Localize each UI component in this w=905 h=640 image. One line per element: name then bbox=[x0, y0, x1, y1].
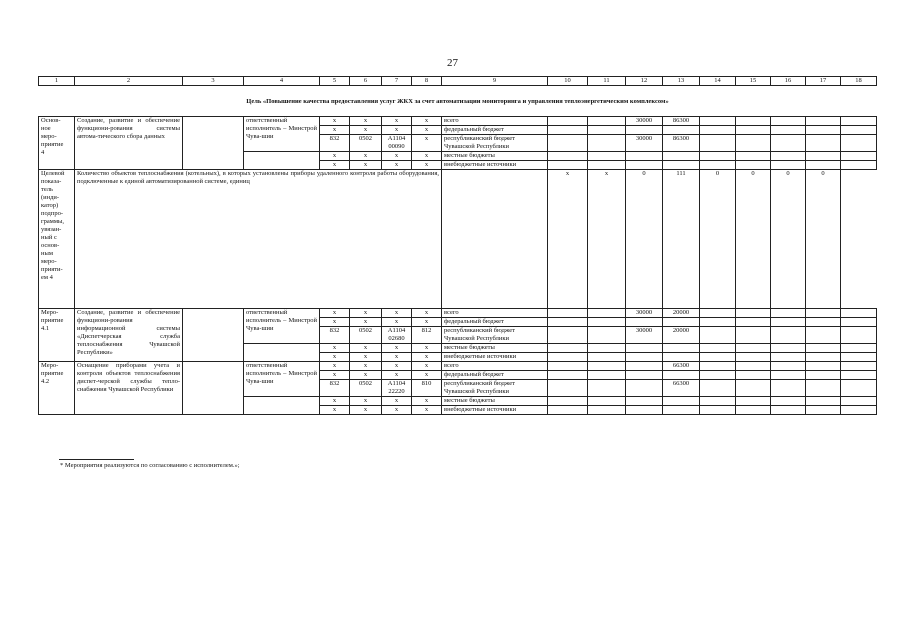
column-number: 13 bbox=[663, 77, 700, 86]
year-value bbox=[663, 318, 700, 327]
year-value bbox=[806, 371, 841, 380]
year-value bbox=[771, 344, 806, 353]
budget-code: 0502 bbox=[350, 380, 382, 397]
year-value bbox=[771, 117, 806, 126]
year-value bbox=[841, 135, 877, 152]
year-value bbox=[663, 397, 700, 406]
year-value bbox=[588, 135, 626, 152]
budget-code: 0502 bbox=[350, 135, 382, 152]
year-value bbox=[736, 362, 771, 371]
budget-code: 812 bbox=[412, 327, 442, 344]
year-value bbox=[548, 309, 588, 318]
year-value bbox=[588, 318, 626, 327]
year-value bbox=[736, 161, 771, 170]
indicator-value: 0 bbox=[626, 170, 663, 309]
year-value bbox=[700, 152, 736, 161]
column-number: 3 bbox=[183, 77, 244, 86]
indicator-value: x bbox=[548, 170, 588, 309]
budget-code: x bbox=[350, 318, 382, 327]
table-row bbox=[39, 362, 877, 371]
year-value bbox=[736, 318, 771, 327]
year-value bbox=[841, 161, 877, 170]
year-value bbox=[548, 380, 588, 397]
year-value bbox=[548, 362, 588, 371]
year-value bbox=[736, 380, 771, 397]
year-value bbox=[806, 344, 841, 353]
year-value bbox=[588, 117, 626, 126]
column-number: 17 bbox=[806, 77, 841, 86]
year-value bbox=[736, 135, 771, 152]
year-value bbox=[663, 371, 700, 380]
indicator-row bbox=[39, 170, 877, 309]
indicator-value: 0 bbox=[736, 170, 771, 309]
indicator-value: 0 bbox=[700, 170, 736, 309]
funding-source: федеральный бюджет bbox=[442, 126, 548, 135]
year-value bbox=[626, 318, 663, 327]
year-value: 30000 bbox=[626, 309, 663, 318]
year-value bbox=[806, 327, 841, 344]
funding-source: местные бюджеты bbox=[442, 344, 548, 353]
activity-name: Оснащение приборами учета и контроля объектов теплоснабжения диспет-черской службы тепло-снабжения Чувашской Республики bbox=[75, 362, 183, 415]
executor: ответственный исполнитель – Минстрой Чува-шии bbox=[244, 309, 320, 344]
year-value bbox=[548, 397, 588, 406]
year-value bbox=[700, 117, 736, 126]
year-value bbox=[806, 135, 841, 152]
year-value bbox=[841, 353, 877, 362]
year-value bbox=[771, 126, 806, 135]
budget-code: x bbox=[382, 397, 412, 406]
budget-code: x bbox=[350, 344, 382, 353]
year-value bbox=[700, 161, 736, 170]
budget-code: 832 bbox=[320, 380, 350, 397]
year-value bbox=[700, 135, 736, 152]
budget-code: x bbox=[412, 344, 442, 353]
column-number: 18 bbox=[841, 77, 877, 86]
budget-code: x bbox=[320, 353, 350, 362]
year-value bbox=[663, 152, 700, 161]
year-value bbox=[548, 344, 588, 353]
year-value bbox=[771, 318, 806, 327]
column-number: 9 bbox=[442, 77, 548, 86]
budget-code: x bbox=[350, 309, 382, 318]
column-number: 7 bbox=[382, 77, 412, 86]
column-number: 12 bbox=[626, 77, 663, 86]
budget-code: x bbox=[382, 152, 412, 161]
footnote-divider bbox=[59, 459, 134, 460]
executor: ответственный исполнитель – Минстрой Чува-шии bbox=[244, 117, 320, 152]
year-value bbox=[626, 344, 663, 353]
year-value bbox=[806, 353, 841, 362]
budget-code: x bbox=[350, 126, 382, 135]
year-value bbox=[736, 353, 771, 362]
funding-source: республиканский бюджет Чувашской Республики bbox=[442, 135, 548, 152]
budget-code: x bbox=[320, 152, 350, 161]
year-value bbox=[700, 126, 736, 135]
year-value bbox=[841, 397, 877, 406]
column-number: 2 bbox=[75, 77, 183, 86]
year-value bbox=[588, 353, 626, 362]
budget-code: x bbox=[382, 371, 412, 380]
year-value bbox=[736, 309, 771, 318]
executor: ответственный исполнитель – Минстрой Чува-шии bbox=[244, 362, 320, 397]
funding-source: республиканский бюджет Чувашской Республики bbox=[442, 380, 548, 397]
year-value bbox=[588, 406, 626, 415]
budget-code: x bbox=[350, 371, 382, 380]
year-value bbox=[841, 362, 877, 371]
year-value bbox=[736, 152, 771, 161]
year-value bbox=[736, 397, 771, 406]
year-value bbox=[700, 318, 736, 327]
budget-code: x bbox=[412, 318, 442, 327]
budget-code: x bbox=[320, 406, 350, 415]
year-value bbox=[663, 344, 700, 353]
year-value bbox=[806, 318, 841, 327]
year-value: 30000 bbox=[626, 327, 663, 344]
year-value bbox=[626, 362, 663, 371]
budget-code: x bbox=[382, 318, 412, 327]
budget-code: x bbox=[350, 397, 382, 406]
budget-code: x bbox=[412, 117, 442, 126]
budget-code: x bbox=[320, 344, 350, 353]
year-value bbox=[771, 353, 806, 362]
funding-source: всего bbox=[442, 362, 548, 371]
budget-code: x bbox=[412, 362, 442, 371]
year-value bbox=[771, 161, 806, 170]
budget-code: x bbox=[320, 362, 350, 371]
year-value bbox=[806, 362, 841, 371]
year-value bbox=[806, 161, 841, 170]
year-value bbox=[771, 371, 806, 380]
year-value bbox=[700, 371, 736, 380]
activity-name: Создание, развитие и обеспечение функциони-рования информационной системы «Диспетчерская служба теплоснабжения Чувашской Республики» bbox=[75, 309, 183, 362]
column-number: 15 bbox=[736, 77, 771, 86]
goal-title: Цель «Повышение качества предоставления услуг ЖКХ за счет автоматизации мониторинга и управления теплоэнергетическим комплексом» bbox=[39, 86, 877, 117]
budget-code: x bbox=[412, 406, 442, 415]
funding-source: федеральный бюджет bbox=[442, 371, 548, 380]
status-label: Меро- приятие 4.1 bbox=[39, 309, 75, 362]
year-value bbox=[841, 318, 877, 327]
budget-code: x bbox=[320, 397, 350, 406]
budget-code: x bbox=[412, 152, 442, 161]
budget-code: x bbox=[350, 353, 382, 362]
year-value bbox=[588, 152, 626, 161]
year-value bbox=[806, 309, 841, 318]
year-value bbox=[700, 309, 736, 318]
column-number: 5 bbox=[320, 77, 350, 86]
column-number: 4 bbox=[244, 77, 320, 86]
funding-source: всего bbox=[442, 117, 548, 126]
budget-code: x bbox=[382, 406, 412, 415]
footnote: * Мероприятия реализуются по согласованию с исполнителем.»; bbox=[60, 462, 240, 469]
column-number: 16 bbox=[771, 77, 806, 86]
indicator-value: 0 bbox=[806, 170, 841, 309]
year-value bbox=[700, 380, 736, 397]
budget-code: 832 bbox=[320, 327, 350, 344]
budget-code: x bbox=[320, 117, 350, 126]
year-value bbox=[626, 353, 663, 362]
funding-source: республиканский бюджет Чувашской Республики bbox=[442, 327, 548, 344]
year-value bbox=[626, 126, 663, 135]
year-value bbox=[700, 344, 736, 353]
year-value: 30000 bbox=[626, 117, 663, 126]
year-value bbox=[588, 371, 626, 380]
year-value bbox=[771, 309, 806, 318]
indicator-value: 0 bbox=[771, 170, 806, 309]
year-value bbox=[841, 371, 877, 380]
budget-code: x bbox=[382, 126, 412, 135]
year-value bbox=[806, 152, 841, 161]
funding-source: всего bbox=[442, 309, 548, 318]
budget-code: x bbox=[350, 362, 382, 371]
year-value bbox=[700, 406, 736, 415]
year-value bbox=[841, 380, 877, 397]
budget-code: x bbox=[382, 117, 412, 126]
empty-cell bbox=[183, 309, 244, 362]
year-value bbox=[771, 380, 806, 397]
budget-code: А1104 02680 bbox=[382, 327, 412, 344]
year-value bbox=[548, 117, 588, 126]
year-value bbox=[841, 152, 877, 161]
year-value bbox=[841, 327, 877, 344]
year-value bbox=[841, 344, 877, 353]
year-value bbox=[771, 362, 806, 371]
year-value bbox=[588, 327, 626, 344]
column-number: 11 bbox=[588, 77, 626, 86]
year-value bbox=[626, 371, 663, 380]
year-value bbox=[626, 406, 663, 415]
year-value bbox=[736, 117, 771, 126]
year-value bbox=[548, 406, 588, 415]
year-value bbox=[548, 161, 588, 170]
empty-cell bbox=[183, 362, 244, 415]
year-value: 20000 bbox=[663, 309, 700, 318]
year-value bbox=[548, 152, 588, 161]
year-value bbox=[548, 327, 588, 344]
year-value: 66300 bbox=[663, 362, 700, 371]
budget-code: x bbox=[412, 309, 442, 318]
budget-table bbox=[38, 76, 877, 415]
page-number: 27 bbox=[447, 57, 458, 69]
year-value bbox=[806, 380, 841, 397]
budget-code: x bbox=[350, 152, 382, 161]
funding-source: внебюджетные источники bbox=[442, 161, 548, 170]
year-value bbox=[548, 135, 588, 152]
column-number: 1 bbox=[39, 77, 75, 86]
budget-code: 810 bbox=[412, 380, 442, 397]
executor-empty bbox=[244, 397, 320, 415]
year-value bbox=[548, 318, 588, 327]
year-value bbox=[588, 362, 626, 371]
year-value bbox=[771, 152, 806, 161]
indicator-value: x bbox=[588, 170, 626, 309]
budget-code: x bbox=[412, 126, 442, 135]
budget-code: x bbox=[350, 117, 382, 126]
year-value bbox=[771, 397, 806, 406]
year-value bbox=[548, 353, 588, 362]
budget-code: x bbox=[320, 161, 350, 170]
year-value bbox=[548, 371, 588, 380]
year-value bbox=[626, 161, 663, 170]
year-value bbox=[626, 380, 663, 397]
year-value bbox=[806, 117, 841, 126]
budget-code: 0502 bbox=[350, 327, 382, 344]
year-value bbox=[736, 371, 771, 380]
budget-code: x bbox=[320, 309, 350, 318]
year-value bbox=[736, 126, 771, 135]
indicator-label: Целевой показа- тель (инди- катор) подпро- граммы, увязан- ный с основ- ным меро- прияти- ем 4 bbox=[39, 170, 75, 309]
budget-code: x bbox=[320, 126, 350, 135]
budget-code: x bbox=[382, 353, 412, 362]
empty-cell bbox=[442, 170, 548, 309]
budget-code: x bbox=[382, 161, 412, 170]
funding-source: федеральный бюджет bbox=[442, 318, 548, 327]
year-value bbox=[841, 406, 877, 415]
goal-row bbox=[39, 86, 877, 117]
budget-code: x bbox=[412, 135, 442, 152]
year-value bbox=[771, 327, 806, 344]
budget-code: А1104 00090 bbox=[382, 135, 412, 152]
budget-code: 832 bbox=[320, 135, 350, 152]
budget-code: x bbox=[350, 406, 382, 415]
budget-code: x bbox=[350, 161, 382, 170]
year-value bbox=[736, 327, 771, 344]
budget-code: x bbox=[412, 371, 442, 380]
year-value: 30000 bbox=[626, 135, 663, 152]
budget-code: x bbox=[412, 397, 442, 406]
column-number: 10 bbox=[548, 77, 588, 86]
empty-cell bbox=[183, 117, 244, 170]
budget-code: x bbox=[320, 371, 350, 380]
year-value bbox=[588, 380, 626, 397]
year-value bbox=[771, 406, 806, 415]
year-value bbox=[626, 152, 663, 161]
budget-code: x bbox=[412, 353, 442, 362]
year-value bbox=[700, 397, 736, 406]
year-value bbox=[700, 327, 736, 344]
year-value: 20000 bbox=[663, 327, 700, 344]
year-value bbox=[736, 344, 771, 353]
budget-code: x bbox=[382, 344, 412, 353]
year-value bbox=[663, 353, 700, 362]
year-value bbox=[588, 309, 626, 318]
executor-empty bbox=[244, 344, 320, 362]
activity-name: Создание, развитие и обеспечение функциони-рования системы автома-тического сбора данных bbox=[75, 117, 183, 170]
year-value bbox=[663, 406, 700, 415]
funding-source: внебюджетные источники bbox=[442, 353, 548, 362]
year-value: 86300 bbox=[663, 117, 700, 126]
year-value bbox=[663, 161, 700, 170]
year-value: 86300 bbox=[663, 135, 700, 152]
year-value bbox=[841, 117, 877, 126]
year-value bbox=[588, 397, 626, 406]
year-value bbox=[806, 126, 841, 135]
status-label: Меро- приятие 4.2 bbox=[39, 362, 75, 415]
executor-empty bbox=[244, 152, 320, 170]
year-value bbox=[841, 126, 877, 135]
year-value bbox=[736, 406, 771, 415]
year-value bbox=[841, 309, 877, 318]
year-value bbox=[771, 135, 806, 152]
year-value bbox=[806, 406, 841, 415]
column-number: 8 bbox=[412, 77, 442, 86]
funding-source: местные бюджеты bbox=[442, 397, 548, 406]
indicator-text: Количество объектов теплоснабжения (котельных), в которых установлены приборы удаленного контроля работы оборудования, подключенные к единой автоматизированной системе, единиц bbox=[75, 170, 442, 309]
table-row bbox=[39, 117, 877, 126]
column-number: 6 bbox=[350, 77, 382, 86]
year-value: 66300 bbox=[663, 380, 700, 397]
year-value bbox=[588, 344, 626, 353]
year-value bbox=[588, 126, 626, 135]
year-value bbox=[700, 353, 736, 362]
funding-source: местные бюджеты bbox=[442, 152, 548, 161]
budget-code: x bbox=[382, 309, 412, 318]
year-value bbox=[548, 126, 588, 135]
column-number-row bbox=[39, 77, 877, 86]
budget-code: А1104 22220 bbox=[382, 380, 412, 397]
year-value bbox=[588, 161, 626, 170]
budget-code: x bbox=[382, 362, 412, 371]
column-number: 14 bbox=[700, 77, 736, 86]
year-value bbox=[626, 397, 663, 406]
budget-code: x bbox=[320, 318, 350, 327]
year-value bbox=[700, 362, 736, 371]
table-row bbox=[39, 309, 877, 318]
year-value bbox=[806, 397, 841, 406]
status-label: Основ- ное меро- приятие 4 bbox=[39, 117, 75, 170]
indicator-value: 111 bbox=[663, 170, 700, 309]
funding-source: внебюджетные источники bbox=[442, 406, 548, 415]
budget-code: x bbox=[412, 161, 442, 170]
year-value bbox=[663, 126, 700, 135]
